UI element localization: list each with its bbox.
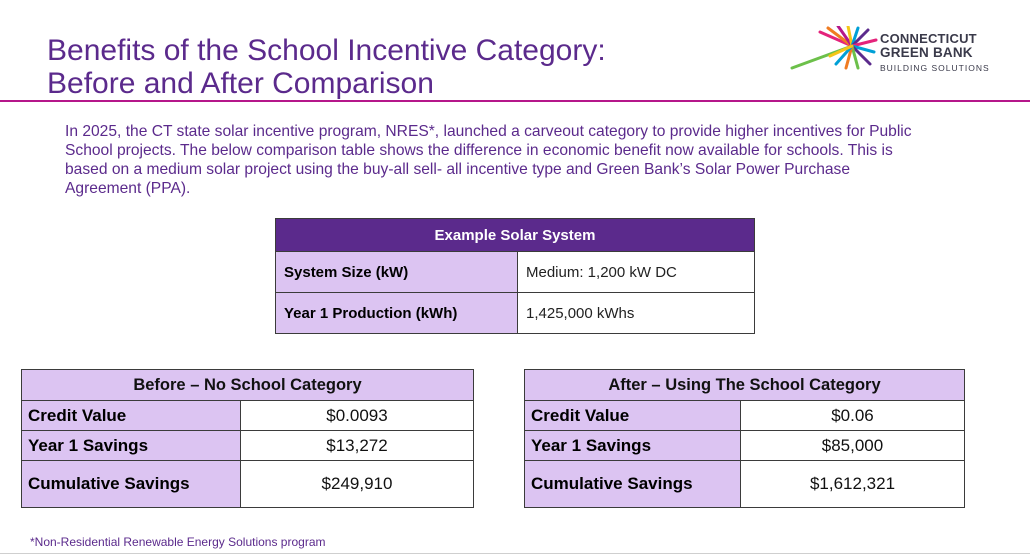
title-line-1: Benefits of the School Incentive Category: xyxy=(47,34,606,67)
logo-line-1: CONNECTICUT xyxy=(880,31,977,46)
example-system-heading: Example Solar System xyxy=(276,219,755,252)
logo-line-2: GREEN BANK xyxy=(880,45,973,60)
before-year1-savings: $13,272 xyxy=(241,431,474,461)
after-year1-savings-label: Year 1 Savings xyxy=(525,431,741,461)
table-header-row xyxy=(22,370,474,401)
bottom-divider xyxy=(0,553,1030,554)
before-cumulative-savings: $249,910 xyxy=(241,461,474,508)
example-system-table xyxy=(275,218,755,334)
year1-production-value: 1,425,000 kWhs xyxy=(518,293,755,334)
intro-paragraph: In 2025, the CT state solar incentive program, NRES*, launched a carveout category to provide higher incentives for Public School projects. The below comparison table shows the difference in economic benefit now available for schools. This is based on a medium solar project using the buy-all sell- all incentive type and Green Bank’s Solar Power Purchase Agreement (PPA). xyxy=(65,123,912,197)
after-year1-savings: $85,000 xyxy=(741,431,965,461)
table-row xyxy=(22,431,474,461)
table-header-row xyxy=(276,219,755,252)
header-divider xyxy=(0,100,1030,102)
before-year1-savings-label: Year 1 Savings xyxy=(22,431,241,461)
after-heading: After – Using The School Category xyxy=(525,370,965,401)
logo-line-3: BUILDING SOLUTIONS xyxy=(880,63,990,73)
before-credit-value-label: Credit Value xyxy=(22,401,241,431)
table-row xyxy=(276,252,755,293)
after-credit-value-label: Credit Value xyxy=(525,401,741,431)
after-credit-value: $0.06 xyxy=(741,401,965,431)
starburst-logo-icon xyxy=(790,26,880,82)
table-row xyxy=(525,401,965,431)
system-size-label: System Size (kW) xyxy=(276,252,518,293)
table-row xyxy=(22,461,474,508)
page-title xyxy=(47,34,606,100)
after-cumulative-savings-label: Cumulative Savings xyxy=(525,461,741,508)
year1-production-label: Year 1 Production (kWh) xyxy=(276,293,518,334)
table-row xyxy=(22,401,474,431)
table-row xyxy=(525,431,965,461)
before-credit-value: $0.0093 xyxy=(241,401,474,431)
footnote: *Non-Residential Renewable Energy Solutions program xyxy=(30,535,326,549)
after-comparison-table xyxy=(524,369,965,508)
before-comparison-table xyxy=(21,369,474,508)
table-row xyxy=(525,461,965,508)
table-row xyxy=(276,293,755,334)
table-header-row xyxy=(525,370,965,401)
logo-text xyxy=(880,32,990,76)
before-cumulative-savings-label: Cumulative Savings xyxy=(22,461,241,508)
title-line-2: Before and After Comparison xyxy=(47,67,434,100)
logo xyxy=(790,26,1010,82)
after-cumulative-savings: $1,612,321 xyxy=(741,461,965,508)
before-heading: Before – No School Category xyxy=(22,370,474,401)
system-size-value: Medium: 1,200 kW DC xyxy=(518,252,755,293)
